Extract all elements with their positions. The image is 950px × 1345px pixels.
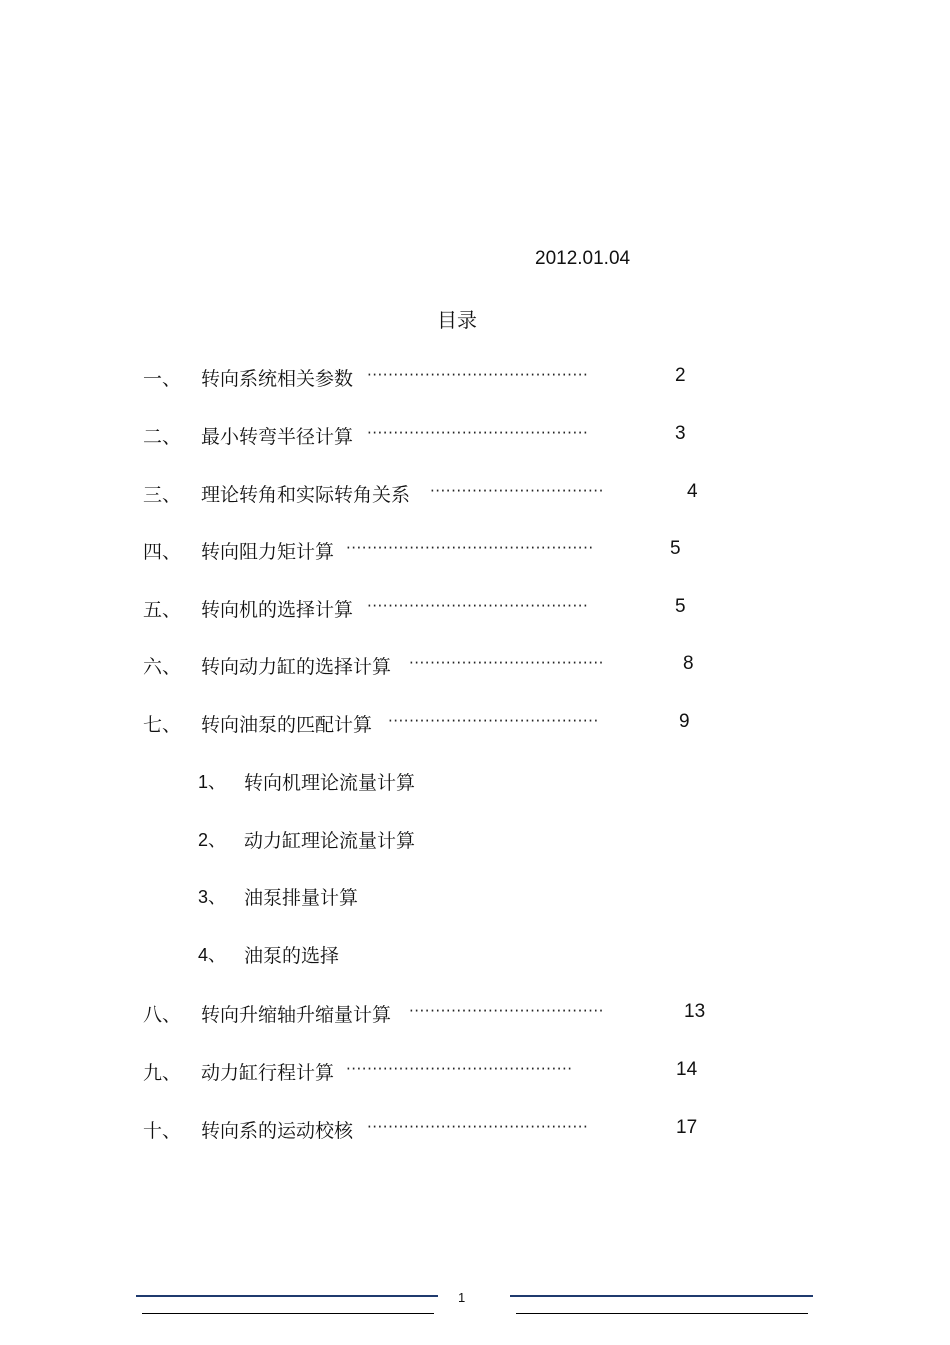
toc-entry-leader: ··········································: [367, 424, 589, 442]
toc-entry-number: 八、: [143, 1004, 182, 1026]
toc-subentry-label: 动力缸理论流量计算: [244, 830, 416, 852]
toc-entry-page: 3: [675, 423, 686, 444]
toc-entry-leader: ··········································: [367, 1118, 589, 1136]
toc-entry-number: 六、: [143, 656, 182, 678]
toc-entry-number: 四、: [143, 541, 182, 563]
toc-entry-label: 转向动力缸的选择计算: [201, 656, 392, 678]
toc-entry-number: 五、: [143, 599, 182, 621]
toc-subentry-label: 油泵排量计算: [244, 887, 359, 909]
toc-entry-leader: ··········································: [367, 366, 589, 384]
toc-entry-leader: ········································: [388, 712, 599, 730]
footer-underline-left: [142, 1313, 434, 1314]
toc-subentry-number: 2、: [198, 830, 227, 850]
toc-entry-label: 转向升缩轴升缩量计算: [201, 1004, 392, 1026]
toc-entry-page: 17: [676, 1117, 698, 1138]
toc-entry-label: 转向系的运动校核: [201, 1120, 354, 1142]
document-date: 2012.01.04: [535, 248, 631, 269]
toc-subentry-number: 4、: [198, 945, 227, 965]
toc-subentry-label: 转向机理论流量计算: [244, 772, 416, 794]
footer-underline-right: [516, 1313, 808, 1314]
toc-entry-number: 七、: [143, 714, 182, 736]
toc-entry-page: 9: [679, 711, 690, 732]
toc-entry-label: 动力缸行程计算: [201, 1062, 335, 1084]
toc-entry-page: 14: [676, 1059, 698, 1080]
toc-subentry-number: 3、: [198, 887, 227, 907]
toc-entry-label: 转向阻力矩计算: [201, 541, 335, 563]
toc-entry-leader: ·································: [430, 482, 604, 500]
toc-entry-number: 三、: [143, 484, 182, 506]
toc-entry-label: 转向机的选择计算: [201, 599, 354, 621]
toc-entry-label: 理论转角和实际转角关系: [201, 484, 411, 506]
page-number: 1: [458, 1290, 466, 1305]
toc-entry-leader: ··········································: [367, 597, 589, 615]
toc-entry-page: 8: [683, 653, 694, 674]
toc-entry-label: 转向油泵的匹配计算: [201, 714, 373, 736]
toc-entry-leader: ···············································: [346, 539, 594, 557]
toc-entry-label: 转向系统相关参数: [201, 368, 354, 390]
toc-entry-number: 九、: [143, 1062, 182, 1084]
toc-subentry-number: 1、: [198, 772, 227, 792]
toc-entry-number: 二、: [143, 426, 182, 448]
toc-entry-page: 4: [687, 481, 698, 502]
toc-entry-leader: ···········································: [346, 1060, 573, 1078]
toc-title: 目录: [437, 308, 477, 332]
footer-rule-left: [136, 1295, 438, 1297]
footer-rule-right: [510, 1295, 813, 1297]
toc-entry-page: 2: [675, 365, 686, 386]
toc-entry-number: 一、: [143, 368, 182, 390]
toc-entry-page: 5: [670, 538, 681, 559]
toc-entry-page: 13: [684, 1001, 706, 1022]
toc-entry-leader: ·····································: [409, 654, 604, 672]
toc-entry-label: 最小转弯半径计算: [201, 426, 354, 448]
toc-entry-page: 5: [675, 596, 686, 617]
toc-entry-number: 十、: [143, 1120, 182, 1142]
toc-subentry-label: 油泵的选择: [244, 945, 340, 967]
toc-entry-leader: ·····································: [409, 1002, 604, 1020]
